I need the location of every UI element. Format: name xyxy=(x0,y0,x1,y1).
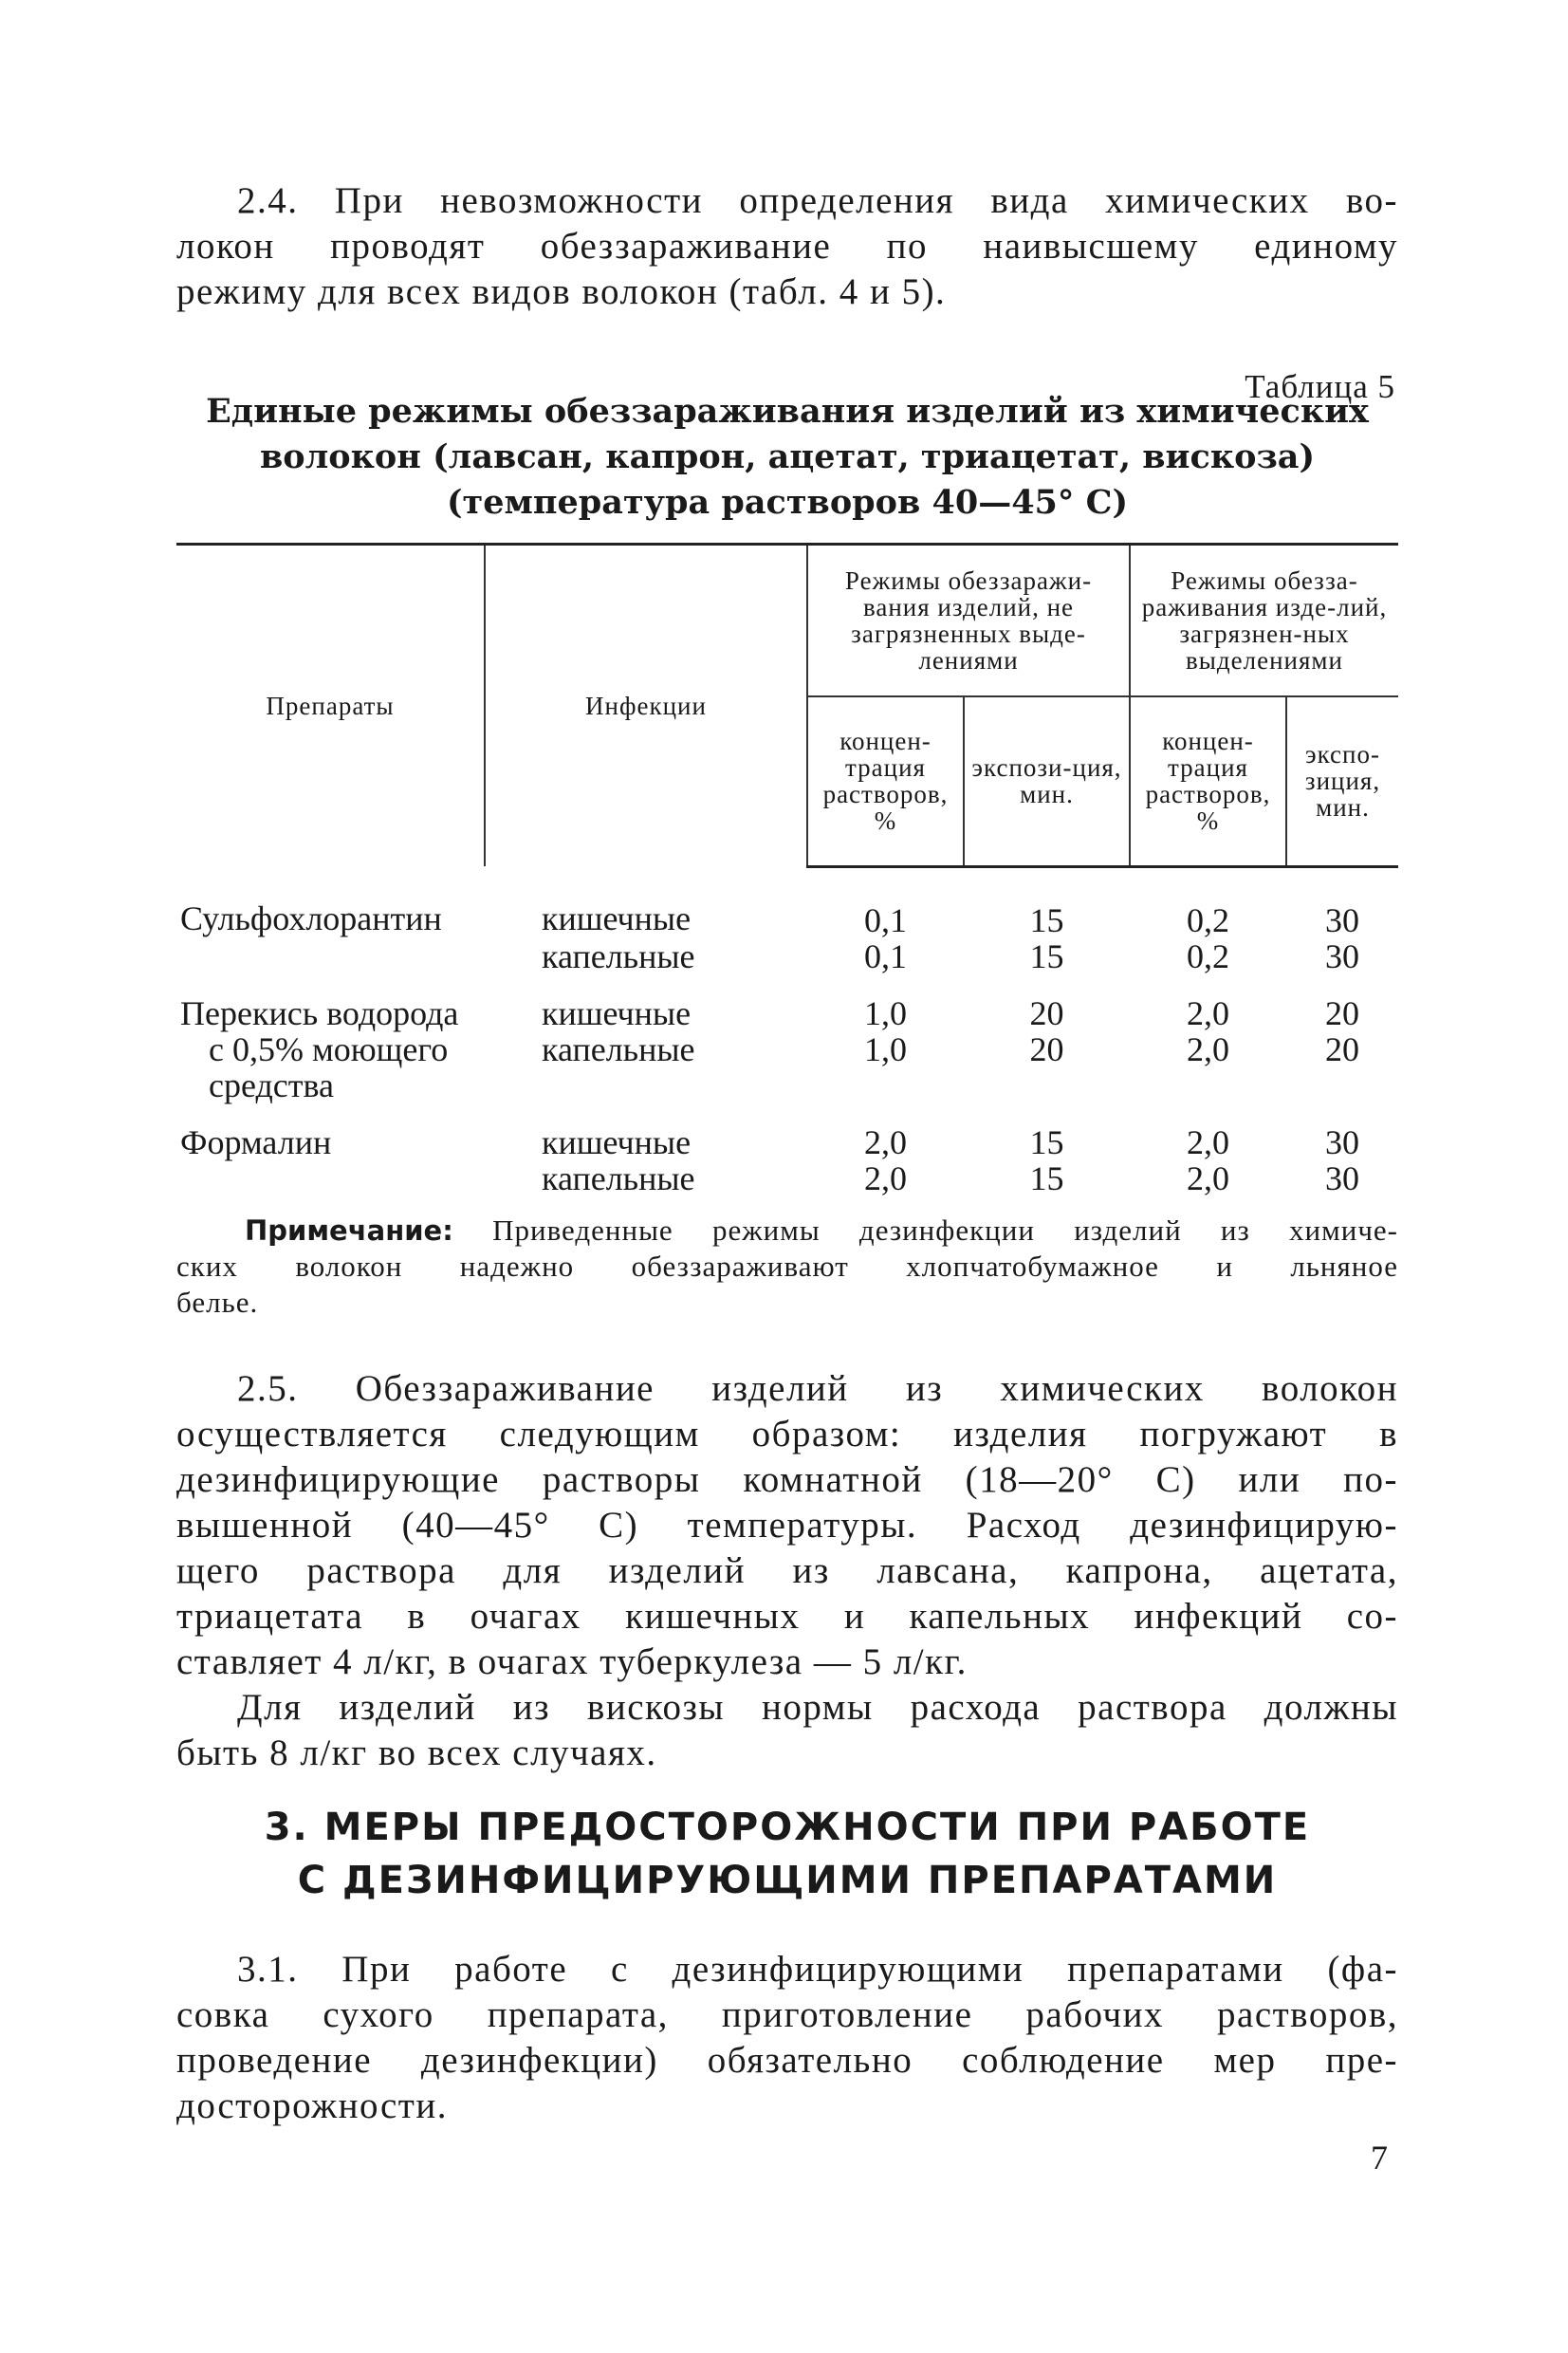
header-conc-dirty: концен-трация растворов, % xyxy=(1130,696,1286,866)
table-label: Таблица 5 xyxy=(1245,368,1395,405)
cell-expo-dirty: 20 xyxy=(1325,1029,1359,1068)
cell-preparation: Формалин xyxy=(180,1122,332,1161)
header-expo-dirty: экспо-зиция, мин. xyxy=(1286,696,1398,866)
text-line: режиму для всех видов волокон (табл. 4 и 5). xyxy=(176,271,947,312)
cell-conc-dirty: 2,0 xyxy=(1187,1122,1229,1161)
text-line: вышенной (40—45° С) температуры. Расход дезинфицирую- xyxy=(176,1505,1398,1546)
text-line: дезинфицирующие растворы комнатной (18—20° С) или по- xyxy=(176,1459,1398,1500)
text-line: 3.1. При работе с дезинфицирующими препаратами (фа- xyxy=(237,1949,1398,1990)
section-heading xyxy=(176,1801,1398,1907)
cell-conc-clean xyxy=(807,1067,964,1103)
cell-expo-dirty: 30 xyxy=(1325,1122,1359,1161)
cell-conc-dirty xyxy=(1130,1067,1286,1103)
text-line: досторожности. xyxy=(176,2085,448,2126)
text-line: триацетата в очагах кишечных и капельных инфекций со- xyxy=(176,1596,1398,1637)
cell-conc-clean: 0,1 xyxy=(864,936,907,975)
note-line: белье. xyxy=(176,1286,259,1319)
paragraph-viscose xyxy=(176,1685,1398,1776)
cell-preparation: средства xyxy=(209,1065,335,1104)
cell-expo-dirty xyxy=(1286,1067,1398,1103)
note-label: Примечание: xyxy=(245,1214,453,1247)
disinfection-table xyxy=(176,543,1398,1196)
cell-infection: кишечные xyxy=(542,899,692,937)
paragraph-3-1 xyxy=(176,1947,1398,2129)
cell-preparation xyxy=(176,1160,485,1196)
cell-expo-clean: 20 xyxy=(1029,1029,1064,1068)
text-line: щего раствора для изделий из лавсана, капрона, ацетата, xyxy=(176,1550,1398,1591)
text-line: локон проводят обеззараживание по наивысшему единому xyxy=(176,226,1398,267)
note-line: ских волокон надежно обеззараживают хлопчатобумажное и льняное xyxy=(176,1250,1398,1283)
paragraph-2-5 xyxy=(176,1366,1398,1685)
text-line: проведение дезинфекции) обязательно соблюдение мер пре- xyxy=(176,2040,1398,2081)
table-row xyxy=(176,1160,1398,1196)
cell-conc-dirty: 2,0 xyxy=(1187,1029,1229,1068)
cell-conc-dirty: 0,2 xyxy=(1187,936,1229,975)
table-row xyxy=(176,974,1398,1031)
cell-infection: кишечные xyxy=(542,993,692,1032)
note-text: Приведенные режимы дезинфекции изделий из химиче- xyxy=(492,1214,1398,1247)
page-number: 7 xyxy=(1371,2139,1388,2177)
cell-infection xyxy=(485,1067,807,1103)
cell-conc-clean: 1,0 xyxy=(864,993,907,1032)
header-expo-clean: экспози-ция, мин. xyxy=(964,696,1130,866)
table-title-line: (температура растворов 40—45° С) xyxy=(446,483,1129,522)
note-line xyxy=(176,1213,1398,1249)
cell-preparation: Перекись водорода xyxy=(180,993,459,1032)
table-note xyxy=(176,1213,1398,1321)
cell-expo-clean: 20 xyxy=(1029,993,1064,1032)
cell-infection: капельные xyxy=(542,1158,695,1197)
cell-expo-clean: 15 xyxy=(1029,1122,1064,1161)
table-row xyxy=(176,1067,1398,1103)
paragraph-2-4 xyxy=(176,178,1398,315)
cell-expo-clean: 15 xyxy=(1029,1158,1064,1197)
text-line: быть 8 л/кг во всех случаях. xyxy=(176,1732,657,1773)
header-group-dirty: Режимы обезза-раживания изде-лий, загрязнен-ных выделениями xyxy=(1130,545,1398,697)
cell-conc-clean: 2,0 xyxy=(864,1122,907,1161)
header-preparations: Препараты xyxy=(176,545,485,867)
cell-preparation: с 0,5% моющего xyxy=(209,1029,449,1068)
cell-conc-dirty: 0,2 xyxy=(1187,900,1229,939)
text-line: 2.4. При невозможности определения вида химических во- xyxy=(237,180,1398,221)
cell-preparation: Сульфохлорантин xyxy=(180,899,442,937)
cell-conc-clean: 1,0 xyxy=(864,1029,907,1068)
cell-conc-dirty: 2,0 xyxy=(1187,993,1229,1032)
cell-expo-dirty: 30 xyxy=(1325,1158,1359,1197)
table-title-line: Единые режимы обеззараживания изделий из химических xyxy=(206,392,1369,431)
text-line: осуществляется следующим образом: изделия погружают в xyxy=(176,1414,1398,1454)
cell-expo-dirty: 20 xyxy=(1325,993,1359,1032)
cell-expo-clean: 15 xyxy=(1029,900,1064,939)
table-row xyxy=(176,938,1398,974)
section-heading-line: С ДЕЗИНФИЦИРУЮЩИМИ ПРЕПАРАТАМИ xyxy=(297,1859,1278,1902)
text-line: Для изделий из вискозы нормы расхода раствора должны xyxy=(237,1687,1398,1728)
header-infections: Инфекции xyxy=(485,545,807,867)
text-line: ставляет 4 л/кг, в очагах туберкулеза — 5 л/кг. xyxy=(176,1641,968,1682)
cell-conc-clean: 2,0 xyxy=(864,1158,907,1197)
cell-infection: кишечные xyxy=(542,1122,692,1161)
table-title-line: волокон (лавсан, капрон, ацетат, триацетат, вискоза) xyxy=(259,437,1316,476)
table-title xyxy=(176,389,1398,526)
cell-infection: капельные xyxy=(542,936,695,975)
cell-expo-dirty: 30 xyxy=(1325,900,1359,939)
cell-expo-clean xyxy=(964,1067,1130,1103)
section-heading-line: 3. МЕРЫ ПРЕДОСТОРОЖНОСТИ ПРИ РАБОТЕ xyxy=(264,1806,1311,1849)
header-group-clean: Режимы обеззаражи-вания изделий, не загрязненных выде-лениями xyxy=(807,545,1130,697)
text-line: совка сухого препарата, приготовление рабочих растворов, xyxy=(176,1994,1398,2035)
cell-expo-dirty: 30 xyxy=(1325,936,1359,975)
text-line: 2.5. Обеззараживание изделий из химических волокон xyxy=(237,1368,1398,1409)
cell-conc-dirty: 2,0 xyxy=(1187,1158,1229,1197)
table-row xyxy=(176,1103,1398,1160)
cell-expo-clean: 15 xyxy=(1029,936,1064,975)
cell-preparation xyxy=(176,938,485,974)
cell-infection: капельные xyxy=(542,1029,695,1068)
table-row xyxy=(176,1031,1398,1067)
cell-conc-clean: 0,1 xyxy=(864,900,907,939)
table-row xyxy=(176,866,1398,938)
header-conc-clean: концен-трация растворов, % xyxy=(807,696,964,866)
